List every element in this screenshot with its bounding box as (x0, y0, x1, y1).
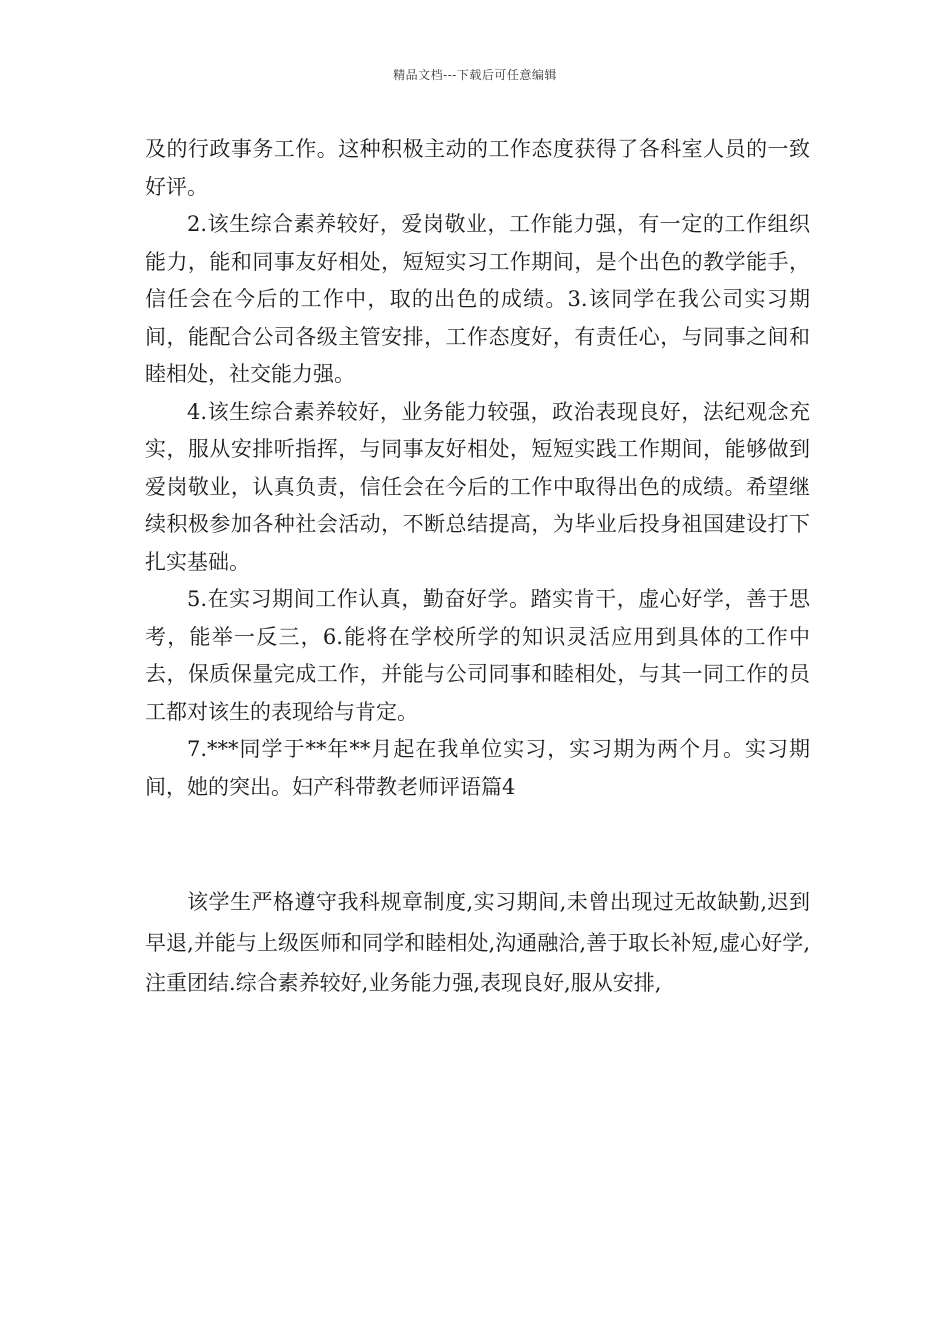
section-gap (145, 806, 810, 882)
paragraph-item-7: 7.***同学于**年**月起在我单位实习，实习期为两个月。实习期间，她的突出。妇产科带教老师评语篇4 (145, 737, 810, 799)
paragraph-item-4: 4.该生综合素养较好，业务能力较强，政治表现良好，法纪观念充实，服从安排听指挥，与同事友好相处，短短实践工作期间，能够做到爱岗敬业，认真负责，信任会在今后的工作中取得出色的成绩。希望继续积极参加各种社会活动，不断总结提高，为毕业后投身祖国建设打下扎实基础。 (145, 399, 810, 574)
paragraph-item-5-6: 5.在实习期间工作认真，勤奋好学。踏实肯干，虚心好学，善于思考，能举一反三，6.能将在学校所学的知识灵活应用到具体的工作中去，保质保量完成工作，并能与公司同事和睦相处，与其一同工作的员工都对该生的表现给与肯定。 (145, 587, 810, 724)
paragraph-continued: 及的行政事务工作。这种积极主动的工作态度获得了各科室人员的一致好评。 (145, 137, 810, 199)
document-body (145, 131, 810, 1004)
page-header: 精品文档---下载后可任意编辑 (393, 68, 557, 82)
paragraph-section-4: 该学生严格遵守我科规章制度,实习期间,未曾出现过无故缺勤,迟到早退,并能与上级医师和同学和睦相处,沟通融洽,善于取长补短,虚心好学,注重团结.综合素养较好,业务能力强,表现良好,服从安排, (145, 890, 810, 995)
paragraph-item-2-3: 2.该生综合素养较好，爱岗敬业，工作能力强，有一定的工作组织能力，能和同事友好相处，短短实习工作期间，是个出色的教学能手，信任会在今后的工作中，取的出色的成绩。3.该同学在我公司实习期间，能配合公司各级主管安排，工作态度好，有责任心，与同事之间和睦相处，社交能力强。 (145, 212, 810, 386)
